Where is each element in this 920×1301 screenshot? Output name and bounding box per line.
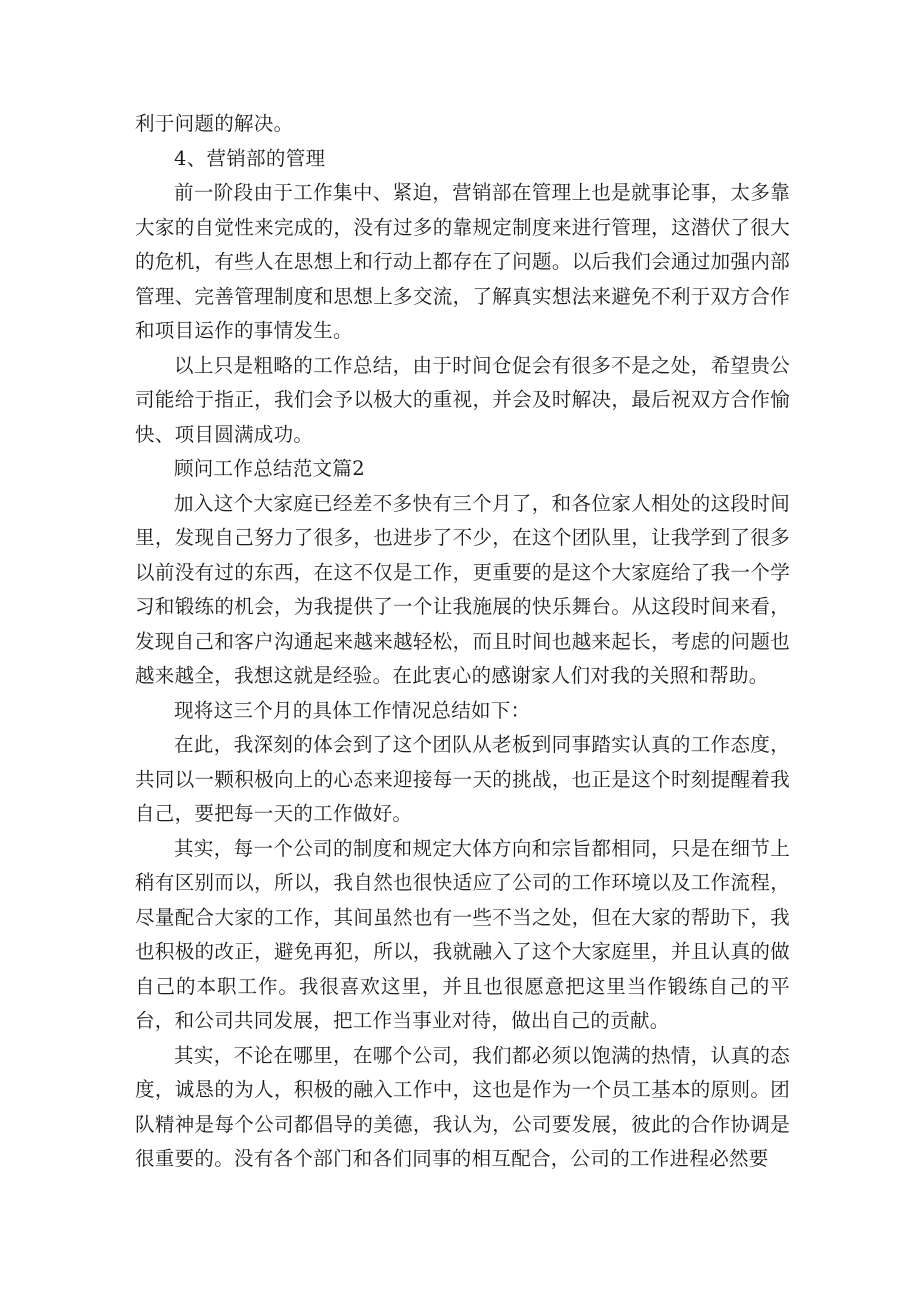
article-heading-2: 顾问工作总结范文篇2 xyxy=(174,457,365,480)
section-heading-marketing-management: 4、营销部的管理 xyxy=(174,146,326,170)
paragraph-6: 在此，我深刻的体会到了这个团队从老板到同事踏实认真的工作态度，共同以一颗积极向上的心态来迎接每一天的挑战，也正是这个时刻提醒着我自己，要把每一天的工作做好。 xyxy=(135,733,790,825)
paragraph-1: 利于问题的解决。 xyxy=(135,112,294,135)
document-body xyxy=(135,107,790,1177)
paragraph-8: 其实，不论在哪里，在哪个公司，我们都必须以饱满的热情，认真的态度，诚恳的为人，积极的融入工作中，这也是作为一个员工基本的原则。团队精神是每个公司都倡导的美德，我认为，公司要发展，彼此的合作协调是很重要的。没有各个部门和各们同事的相互配合，公司的工作进程必然要 xyxy=(135,1043,790,1170)
paragraph-3: 以上只是粗略的工作总结，由于时间仓促会有很多不是之处，希望贵公司能给于指正，我们会予以极大的重视，并会及时解决，最后祝双方合作愉快、项目圆满成功。 xyxy=(135,353,790,446)
paragraph-4: 加入这个大家庭已经差不多快有三个月了，和各位家人相处的这段时间里，发现自己努力了很多，也进步了不少，在这个团队里，让我学到了很多以前没有过的东西，在这不仅是工作，更重要的是这个大家庭给了我一个学习和锻练的机会，为我提供了一个让我施展的快乐舞台。从这段时间来看，发现自己和客户沟通起来越来越轻松，而且时间也越来起长，考虑的问题也越来越全，我想这就是经验。在此衷心的感谢家人们对我的关照和帮助。 xyxy=(135,491,790,687)
paragraph-5: 现将这三个月的具体工作情况总结如下： xyxy=(174,698,531,722)
paragraph-2: 前一阶段由于工作集中、紧迫，营销部在管理上也是就事论事，太多靠大家的自觉性来完成的，没有过多的靠规定制度来进行管理，这潜伏了很大的危机，有些人在思想上和行动上都存在了问题。以后我们会通过加强内部管理、完善管理制度和思想上多交流，了解真实想法来避免不利于双方合作和项目运作的事情发生。 xyxy=(135,181,790,342)
paragraph-7: 其实，每一个公司的制度和规定大体方向和宗旨都相同，只是在细节上稍有区别而以，所以，我自然也很快适应了公司的工作环境以及工作流程，尽量配合大家的工作，其间虽然也有一些不当之处，但在大家的帮助下，我也积极的改正，避免再犯，所以，我就融入了这个大家庭里，并且认真的做自己的本职工作。我很喜欢这里，并且也很愿意把这里当作锻练自己的平台，和公司共同发展，把工作当事业对待，做出自己的贡献。 xyxy=(135,836,790,1032)
